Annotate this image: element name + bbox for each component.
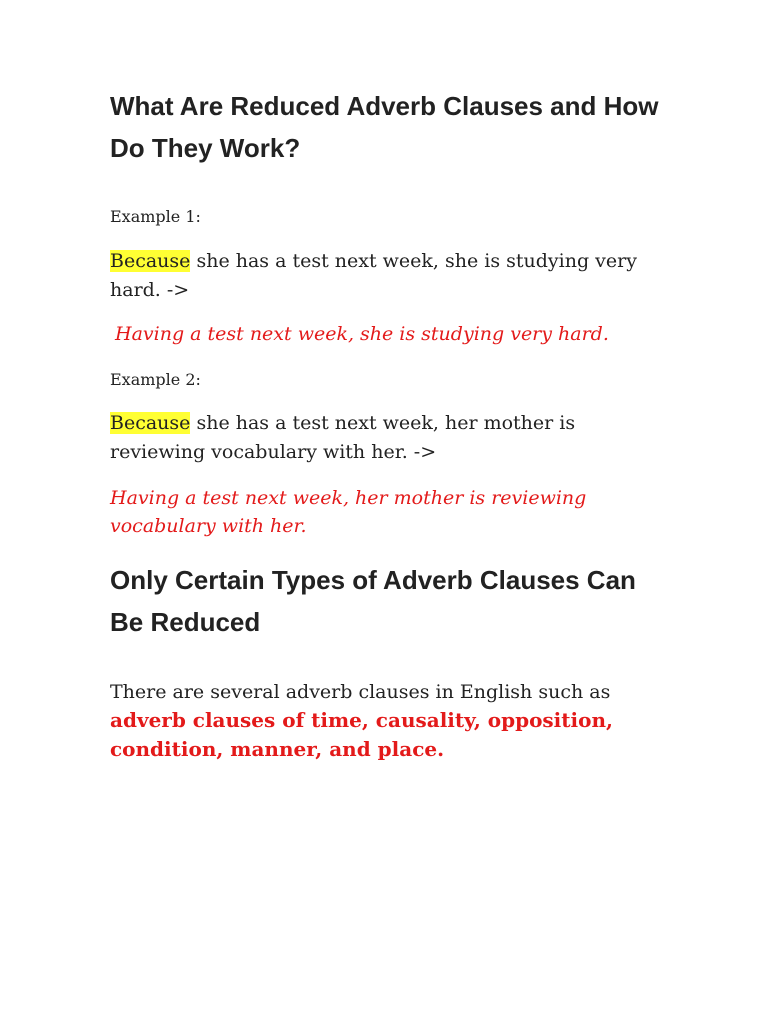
example-2-label: Example 2: xyxy=(110,370,201,389)
closing-intro: There are several adverb clauses in English such as xyxy=(110,681,611,703)
example-1-label: Example 1: xyxy=(110,207,201,226)
closing-emphasis: adverb clauses of time, causality, opposition, condition, manner, and place. xyxy=(110,708,613,761)
heading-certain-types: Only Certain Types of Adverb Clauses Can Be Reduced xyxy=(110,565,636,637)
example-2-reduced: Having a test next week, her mother is reviewing vocabulary with her. xyxy=(110,487,587,537)
heading-reduced-adverb-clauses: What Are Reduced Adverb Clauses and How Do They Work? xyxy=(110,91,659,163)
example-2-highlight-because: Because xyxy=(110,412,191,434)
example-1-sentence-rest: she has a test next week, she is studying very hard. -> xyxy=(110,250,637,301)
example-2-sentence xyxy=(110,409,670,467)
example-1-reduced: Having a test next week, she is studying very hard. xyxy=(115,323,609,345)
example-1-highlight-because: Because xyxy=(110,250,191,272)
closing-paragraph xyxy=(110,678,670,765)
example-2-sentence-rest: she has a test next week, her mother is reviewing vocabulary with her. -> xyxy=(110,412,576,463)
example-1-sentence xyxy=(110,247,670,305)
